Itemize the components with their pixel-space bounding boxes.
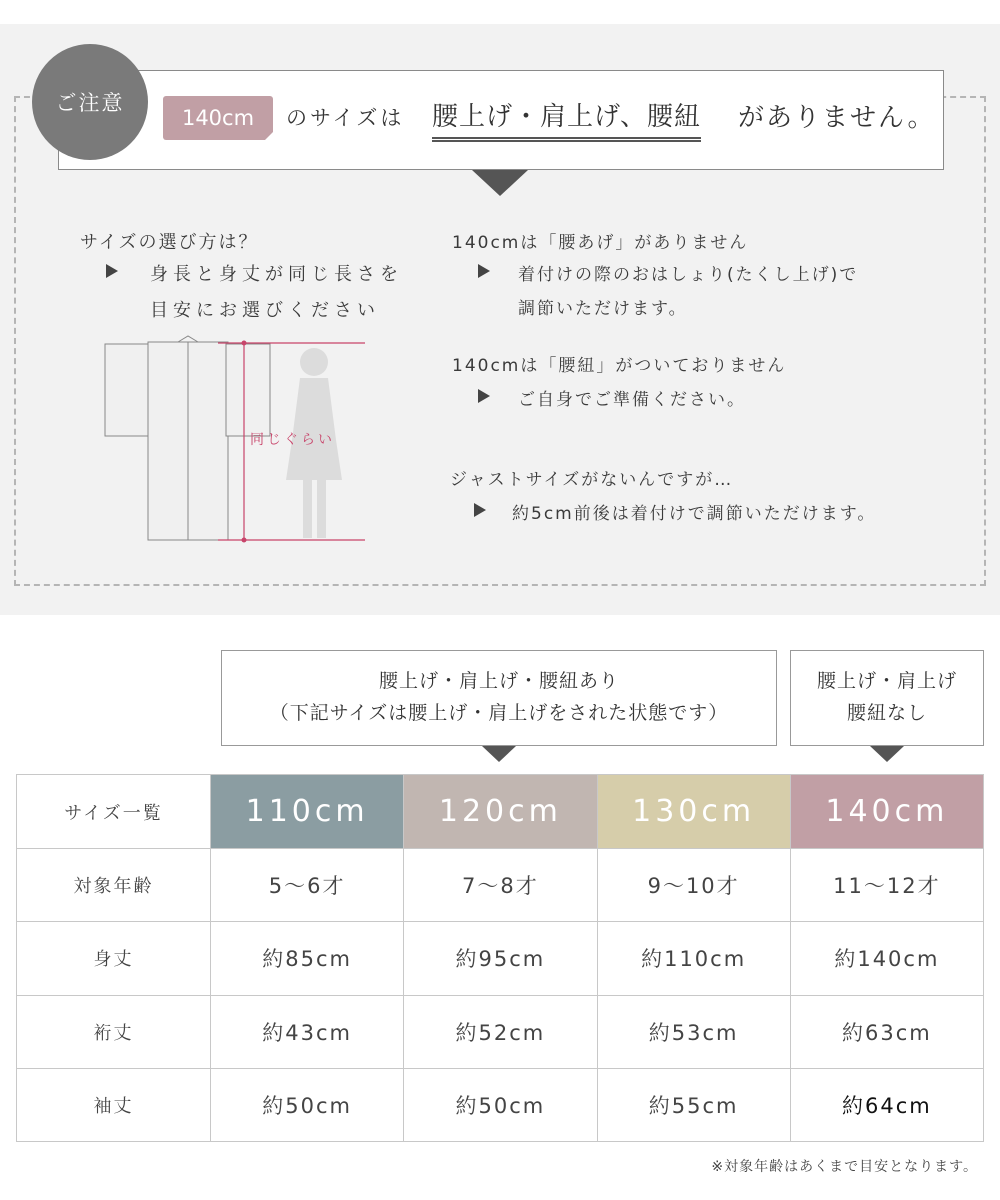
choose-line1: 身長と身丈が同じ長さを — [150, 264, 403, 285]
callout-right-line1: 腰上げ・肩上げ — [816, 670, 957, 692]
note1-body2: 調節いただけます。 — [518, 299, 688, 319]
notice-arrow-icon — [472, 170, 528, 196]
callout-with-tucks — [221, 650, 777, 746]
size-table — [16, 774, 984, 1142]
table-cell: 11～12才 — [790, 849, 983, 922]
callout-arrow-icon — [482, 746, 516, 762]
table-cell: 約43cm — [211, 995, 404, 1068]
table-cell: 約52cm — [404, 995, 597, 1068]
table-cell: 約53cm — [597, 995, 790, 1068]
table-cell: 約50cm — [211, 1068, 404, 1141]
callout-left-line2: （下記サイズは腰上げ・肩上げをされた状態です） — [269, 702, 729, 724]
bullet-triangle-icon — [478, 264, 490, 278]
callout-arrow-icon — [870, 746, 904, 762]
size-header-140: 140cm — [790, 775, 983, 849]
same-length-label: 同じぐらい — [250, 432, 335, 448]
table-cell: 約85cm — [211, 922, 404, 995]
table-cell: 約63cm — [790, 995, 983, 1068]
bottom-marker-dot — [242, 538, 247, 543]
top-marker-dot — [242, 341, 247, 346]
note1-body1: 着付けの際のおはしょり(たくし上げ)で — [518, 265, 859, 285]
table-row — [17, 995, 984, 1068]
table-cell: 7～8才 — [404, 849, 597, 922]
table-cell: 約95cm — [404, 922, 597, 995]
note3-body1: 約5cm前後は着付けで調節いただけます。 — [512, 504, 877, 524]
note2-body1: ご自身でご準備ください。 — [518, 390, 746, 410]
callout-left-line1: 腰上げ・肩上げ・腰紐あり — [378, 670, 619, 692]
row-label-sleeve: 袖丈 — [17, 1068, 211, 1141]
table-row — [17, 849, 984, 922]
kimono-height-illustration — [100, 330, 370, 550]
notice-text-emphasis: 腰上げ・肩上げ、腰紐 — [432, 96, 701, 142]
choose-heading: サイズの選び方は？ — [80, 232, 259, 253]
table-cell: 約110cm — [597, 922, 790, 995]
notice-text-prefix: のサイズは — [286, 106, 405, 130]
bullet-triangle-icon — [106, 264, 118, 278]
table-cell: 5～6才 — [211, 849, 404, 922]
caution-badge: ご注意 — [32, 44, 148, 160]
table-row — [17, 1068, 984, 1141]
footnote: ※対象年齢はあくまで目安となります。 — [711, 1159, 978, 1175]
note2-heading: 140cmは「腰紐」がついておりません — [452, 356, 787, 376]
row-label-age: 対象年齢 — [17, 849, 211, 922]
size-header-110: 110cm — [211, 775, 404, 849]
table-cell: 9～10才 — [597, 849, 790, 922]
callout-right-line2: 腰紐なし — [846, 702, 927, 724]
size-header-130: 130cm — [597, 775, 790, 849]
bullet-triangle-icon — [478, 389, 490, 403]
size-badge-140: 140cm — [163, 96, 273, 140]
callout-no-tucks — [790, 650, 984, 746]
note3-heading: ジャストサイズがないんですが… — [450, 470, 734, 490]
table-cell: 約55cm — [597, 1068, 790, 1141]
table-corner-label: サイズ一覧 — [17, 775, 211, 849]
notice-text-suffix: がありません。 — [738, 103, 936, 133]
bullet-triangle-icon — [474, 503, 486, 517]
row-label-length: 身丈 — [17, 922, 211, 995]
size-header-120: 120cm — [404, 775, 597, 849]
table-row — [17, 922, 984, 995]
row-label-yuki: 裄丈 — [17, 995, 211, 1068]
choose-line2: 目安にお選びください — [150, 300, 380, 321]
table-cell: 約140cm — [790, 922, 983, 995]
table-header-row — [17, 775, 984, 849]
table-cell: 約50cm — [404, 1068, 597, 1141]
note1-heading: 140cmは「腰あげ」がありません — [452, 233, 749, 253]
table-cell: 約64cm — [790, 1068, 983, 1141]
